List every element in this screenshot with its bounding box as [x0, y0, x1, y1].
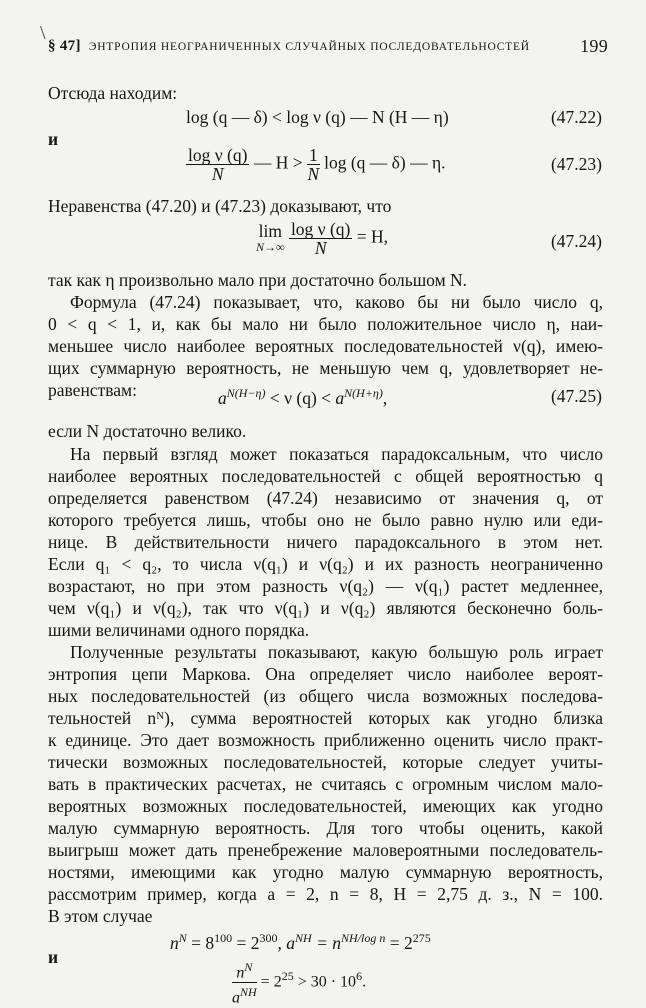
text-line: равенствам: [48, 380, 137, 400]
section-ref: § 47] [48, 38, 81, 54]
text-line: На первый взгляд может показаться парадоксальным, что число [70, 444, 603, 464]
equation-47-23: $\frac{\text{log ν (q)}}{N}$ — H > $\frac{1}{N}$ log (q — δ) — η. [188, 145, 446, 184]
fraction: $\frac{\text{log ν (q)}}{N}$ [188, 145, 248, 184]
text-line: выигрыш может дать пренебрежение маловероятными последователь- [48, 840, 603, 860]
text-line: вать в практических расчетах, не считаясь с огромным числом мало- [48, 774, 603, 794]
text-line: ных последовательностей (из общего числа возможных последова- [48, 686, 603, 706]
equation-example-2: $\frac{n^N}{a^{NH}}$ = $2^{25} > 30 \cdot 10^6$. [232, 960, 367, 1007]
text-line: Если q₁ < q₂, то числа ν(q₁) и ν(q₂) и их разность неограниченно [48, 554, 603, 574]
text-line: Отсюда находим: [48, 83, 178, 103]
text-line: Неравенства (47.20) и (47.23) доказывают, что [48, 196, 392, 216]
fraction: $\frac{1}{N}$ [307, 145, 320, 184]
header-title: ЭНТРОПИЯ НЕОГРАНИЧЕННЫХ СЛУЧАЙНЫХ ПОСЛЕДОВАТЕЛЬНОСТЕЙ [88, 41, 530, 53]
text-line: ностями, имеющими как угодно малую суммарную вероятность, [48, 862, 603, 882]
equation-47-22: log (q — δ) < log ν (q) — N (H — η) [186, 107, 449, 127]
text-line: энтропия цепи Маркова. Она определяет число наиболее вероят- [48, 664, 603, 684]
equation-number: (47.22) [550, 107, 602, 127]
text-line: рассмотрим пример, когда a = 2, n = 8, H = 2,75 д. з., N = 100. [48, 884, 603, 904]
fraction: $\frac{\text{log ν (q)}}{N}$ [290, 219, 351, 258]
text-line: к единице. Это дает возможность приближенно оценить число практ- [48, 730, 603, 750]
equation-example-1: $n^N = 8^{100} = 2^{300}$, $a^{NH} = n^{NH/log n} = 2^{275}$ [170, 931, 431, 953]
equation-number: (47.23) [550, 154, 602, 174]
fraction: $\frac{n^N}{a^{NH}}$ [232, 960, 257, 1007]
equation-47-24: lim N→∞ $\frac{\text{log ν (q)}}{N}$ = H, [256, 219, 389, 258]
equation-number: (47.24) [550, 231, 602, 251]
text-line: нице. В действительности ничего парадоксального в этом нет. [48, 532, 603, 552]
text-line: наиболее вероятных последовательностей с общей вероятностью q [48, 466, 603, 486]
equation-47-25: $a^{N(H-\eta)} < \nu$ $(q) < a^{N(H+\eta)}$, [218, 386, 388, 408]
limit: lim N→∞ [256, 220, 285, 254]
text-line: так как η произвольно мало при достаточно большом N. [48, 270, 468, 290]
text-line: 0 < q < 1, и, как бы мало ни было положительное число η, наи- [48, 314, 603, 334]
text-line: В этом случае [48, 906, 153, 926]
text-line: чем ν(q₁) и ν(q₂), так что ν(q₁) и ν(q₂) являются бесконечно боль- [48, 598, 603, 618]
running-header [48, 38, 608, 55]
text-line: если N достаточно велико. [48, 421, 247, 441]
equation-number: (47.25) [550, 386, 602, 406]
text-line: шими величинами одного порядка. [48, 620, 310, 640]
text-line: тельностей nᴺ), сумма вероятностей которых как угодно близка [48, 708, 603, 728]
text-line: определяется равенством (47.24) независимо от значения q, от [48, 488, 603, 508]
text-line: и [48, 947, 59, 967]
text-line: тически возможных последовательностей, которые следует учиты- [48, 752, 603, 772]
text-line: меньшее число наиболее вероятных последовательностей ν(q), имею- [48, 336, 603, 356]
text-line: которого требуется лишь, чтобы оно не было равно нулю или еди- [48, 510, 603, 530]
text-line: возрастают, но при этом разность ν(q₂) — ν(q₁) растет медленнее, [48, 576, 603, 596]
page-number: 199 [580, 36, 608, 56]
text-line: Формула (47.24) показывает, что, каково бы ни было число q, [70, 292, 603, 312]
text-line: и [48, 129, 59, 149]
text-line: щих суммарную вероятность, не меньшую чем q, удовлетворяет не- [48, 358, 603, 378]
text-line: вероятных возможных последовательностей, имеющих как угодно [48, 796, 603, 816]
text-line: малую суммарную вероятность. Для того чтобы оценить, какой [48, 818, 603, 838]
scan-mark: \ [40, 22, 46, 44]
text-line: Полученные результаты показывают, какую большую роль играет [70, 642, 603, 662]
